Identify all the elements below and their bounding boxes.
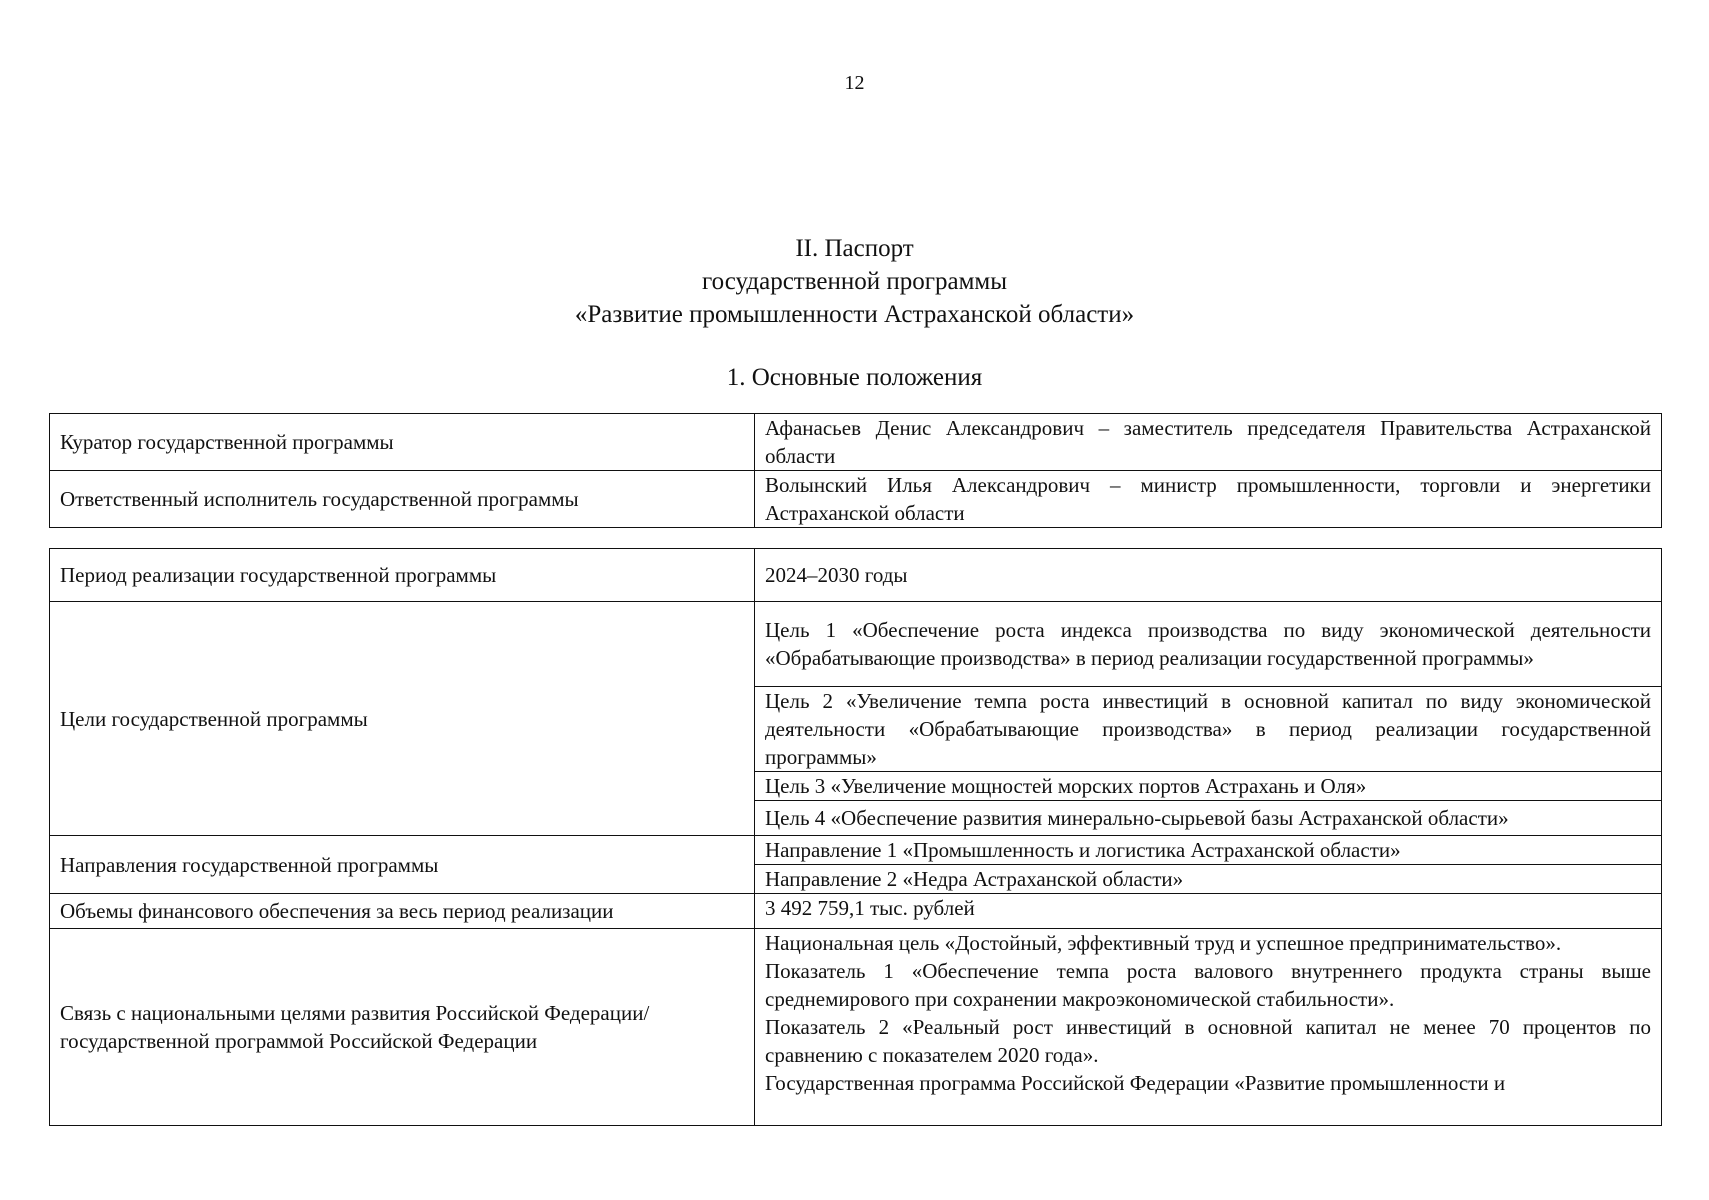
curator-value: Афанасьев Денис Александрович – заместитель председателя Правительства Астраханской области — [755, 414, 1662, 471]
page-number: 12 — [844, 72, 865, 94]
table-row-national-goals — [50, 929, 1662, 1126]
period-value: 2024–2030 годы — [755, 549, 1662, 602]
national-goal-line-2: Показатель 1 «Обеспечение темпа роста валового внутреннего продукта страны выше среднемирового при сохранении макроэкономической стабильности». — [765, 959, 1651, 1011]
finance-value: 3 492 759,1 тыс. рублей — [755, 894, 1662, 929]
goal-2: Цель 2 «Увеличение темпа роста инвестиций в основной капитал по виду экономической деятельности «Обрабатывающие производства» в период реализации государственной программы» — [755, 687, 1662, 772]
goal-4: Цель 4 «Обеспечение развития минерально-сырьевой базы Астраханской области» — [755, 801, 1662, 836]
table-row-goal-1 — [50, 602, 1662, 687]
table-row-direction-1 — [50, 836, 1662, 865]
responsible-label: Ответственный исполнитель государственной программы — [50, 471, 755, 528]
national-goal-line-4: Государственная программа Российской Федерации «Развитие промышленности и — [765, 1071, 1506, 1095]
national-goal-line-3: Показатель 2 «Реальный рост инвестиций в основной капитал не менее 70 процентов по сравнению с показателем 2020 года». — [765, 1015, 1651, 1067]
direction-2: Направление 2 «Недра Астраханской области» — [755, 865, 1662, 894]
direction-1: Направление 1 «Промышленность и логистика Астраханской области» — [755, 836, 1662, 865]
title-line-2: государственной программы — [701, 268, 1008, 295]
national-goal-line-1: Национальная цель «Достойный, эффективный труд и успешное предпринимательство». — [765, 931, 1562, 955]
table-row-finance — [50, 894, 1662, 929]
responsibility-table — [49, 413, 1662, 528]
document-title — [0, 232, 1709, 331]
responsible-value: Волынский Илья Александрович – министр промышленности, торговли и энергетики Астраханской области — [755, 471, 1662, 528]
goal-1: Цель 1 «Обеспечение роста индекса производства по виду экономической деятельности «Обрабатывающие производства» в период реализации государственной программы» — [755, 602, 1662, 687]
finance-label: Объемы финансового обеспечения за весь период реализации — [50, 894, 755, 929]
table-row-responsible — [50, 471, 1662, 528]
period-label: Период реализации государственной программы — [50, 549, 755, 602]
program-details-table — [49, 548, 1662, 1126]
national-goals-value — [755, 929, 1662, 1126]
national-goals-label: Связь с национальными целями развития Российской Федерации/ государственной программой Российской Федерации — [50, 929, 755, 1126]
goal-3: Цель 3 «Увеличение мощностей морских портов Астрахань и Оля» — [755, 772, 1662, 801]
table-row-period — [50, 549, 1662, 602]
title-line-3: «Развитие промышленности Астраханской области» — [574, 301, 1135, 328]
curator-label: Куратор государственной программы — [50, 414, 755, 471]
section-title: 1. Основные положения — [726, 364, 983, 391]
directions-label: Направления государственной программы — [50, 836, 755, 894]
title-line-1: II. Паспорт — [795, 235, 914, 262]
goals-label: Цели государственной программы — [50, 602, 755, 836]
table-row-curator — [50, 414, 1662, 471]
